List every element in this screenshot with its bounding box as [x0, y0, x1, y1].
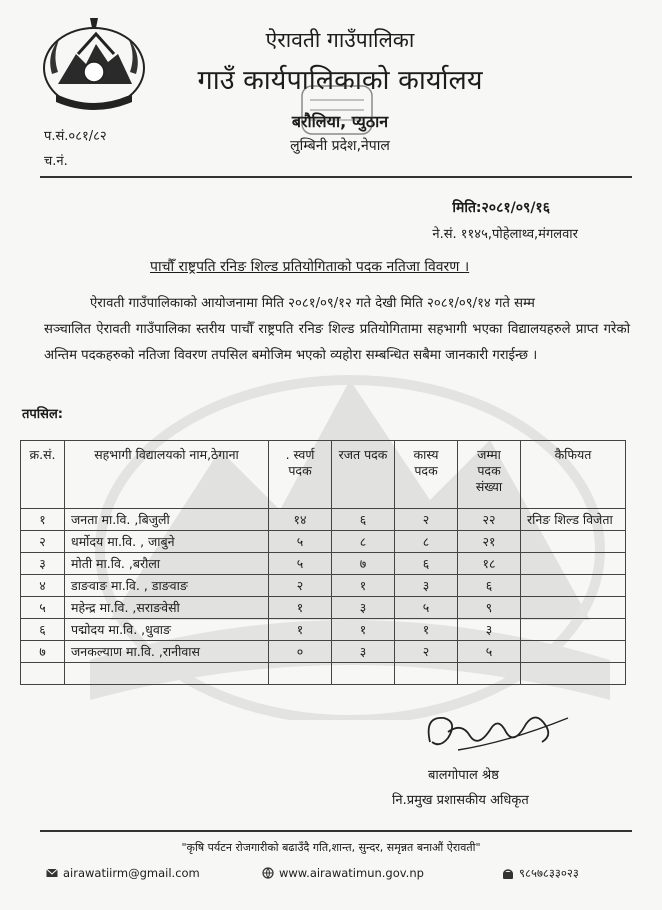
- col-header-remarks: कैफियत: [521, 441, 626, 509]
- col-header-gold: . स्वर्ण पदक: [269, 441, 332, 509]
- email-address: airawatiirm@gmail.com: [63, 866, 200, 880]
- header-divider: [40, 176, 632, 178]
- cell-school: धर्मोदय मा.वि. , जाबुने: [65, 531, 269, 553]
- table-row: [21, 509, 626, 531]
- cell-silver: ६: [332, 509, 395, 531]
- cell-school: डाङवाङ मा.वि. , डाङवाङ: [65, 575, 269, 597]
- cell-gold: २: [269, 575, 332, 597]
- footer-website: [262, 866, 424, 880]
- letter-subject: पाचौँ राष्ट्रपति रनिङ शिल्ड प्रतियोगिताको पदक नतिजा विवरण ।: [150, 259, 470, 275]
- cell-bronze: २: [395, 509, 458, 531]
- office-location: बरौलिया, प्युठान: [291, 112, 389, 131]
- cell-total: १८: [458, 553, 521, 575]
- cell-sn: ४: [21, 575, 65, 597]
- cell-bronze: ८: [395, 531, 458, 553]
- cell-total: २२: [458, 509, 521, 531]
- cell-remarks: [521, 597, 626, 619]
- table-row: [21, 619, 626, 641]
- signatory-name: बालगोपाल श्रेष्ठ: [428, 768, 499, 783]
- cell-gold: ०: [269, 641, 332, 663]
- cell-silver: ७: [332, 553, 395, 575]
- cell-sn: ५: [21, 597, 65, 619]
- col-header-school: सहभागी विद्यालयको नाम,ठेगाना: [65, 441, 269, 509]
- cell-remarks: [521, 553, 626, 575]
- phone-number: ९८५७८३३०२३: [519, 866, 579, 880]
- signature-icon: [418, 702, 578, 762]
- cell-bronze: ३: [395, 575, 458, 597]
- table-row: [21, 575, 626, 597]
- cell-total: ५: [458, 641, 521, 663]
- office-province: लुम्बिनी प्रदेश,नेपाल: [290, 138, 390, 154]
- table-row: [21, 641, 626, 663]
- municipality-name: ऐरावती गाउँपालिका: [265, 28, 415, 52]
- nepal-samvat-date: ने.सं. ११४५,पोहेलाथ्व,मंगलवार: [432, 227, 578, 242]
- cell-bronze: २: [395, 641, 458, 663]
- body-first-line: ऐरावती गाउँपालिकाको आयोजनामा मिति २०८१/०९/१२ गते देखी मिति २०८१/०९/१४ गते सम्म: [90, 296, 535, 311]
- footer-phone: [502, 866, 579, 881]
- cell-gold: ५: [269, 553, 332, 575]
- cell-gold: १४: [269, 509, 332, 531]
- table-row: [21, 553, 626, 575]
- cell-total: ३: [458, 619, 521, 641]
- cell-gold: १: [269, 597, 332, 619]
- signatory-title: नि.प्रमुख प्रशासकीय अधिकृत: [392, 793, 529, 808]
- cell-school: पद्मोदय मा.वि. ,धुवाङ: [65, 619, 269, 641]
- cell-bronze: ५: [395, 597, 458, 619]
- office-name: गाउँ कार्यपालिकाको कार्यालय: [197, 65, 483, 96]
- footer-divider: [40, 830, 632, 832]
- cell-remarks: [521, 575, 626, 597]
- nepal-government-emblem-icon: [38, 14, 150, 114]
- table-header-row: [21, 441, 626, 509]
- cell-sn: ७: [21, 641, 65, 663]
- letter-date: मिति:२०८१/०९/१६: [452, 200, 550, 216]
- footer-email: [46, 866, 200, 880]
- reference-number: प.सं.०८१/८२: [44, 129, 107, 144]
- cell-remarks: [521, 619, 626, 641]
- cell-total: २१: [458, 531, 521, 553]
- cell-silver: १: [332, 619, 395, 641]
- cell-silver: १: [332, 575, 395, 597]
- footer-slogan: "कृषि पर्यटन रोजगारीको बढाउँदै गति,शान्त, सुन्दर, समृन्नत बनाऔं ऐरावती": [181, 841, 481, 854]
- cell-school: जनकल्याण मा.वि. ,रानीवास: [65, 641, 269, 663]
- table-row: [21, 531, 626, 553]
- details-label: तपसिल:: [22, 407, 63, 422]
- globe-icon: [262, 867, 274, 879]
- cell-sn: १: [21, 509, 65, 531]
- email-icon: [46, 867, 58, 879]
- col-header-bronze: कास्य पदक: [395, 441, 458, 509]
- col-header-total: जम्मा पदक संख्या: [458, 441, 521, 509]
- medal-results-table: [20, 440, 626, 685]
- col-header-sn: क्र.सं.: [21, 441, 65, 509]
- office-stamp-icon: [298, 82, 376, 138]
- cell-total: ९: [458, 597, 521, 619]
- website-address: www.airawatimun.gov.np: [279, 866, 424, 880]
- cell-remarks: रनिङ शिल्ड विजेता: [521, 509, 626, 531]
- table-empty-row: [21, 663, 626, 685]
- cell-total: ६: [458, 575, 521, 597]
- cell-silver: ३: [332, 641, 395, 663]
- cell-remarks: [521, 531, 626, 553]
- cell-gold: १: [269, 619, 332, 641]
- body-paragraph: सञ्चालित ऐरावती गाउँपालिका स्तरीय पाचौँ राष्ट्रपति रनिङ शिल्ड प्रतियोगितामा सहभागी भएका विद्यालयहरुले प्राप्त गरेको अन्तिम पदकहरुको नतिजा विवरण तपसिल बमोजिम भएको व्यहोरा सम्बन्धित सबैमा जानकारी गराईन्छ ।: [44, 322, 630, 363]
- cell-school: महेन्द्र मा.वि. ,सराङवेसी: [65, 597, 269, 619]
- cell-bronze: १: [395, 619, 458, 641]
- cell-school: जनता मा.वि. ,बिजुली: [65, 509, 269, 531]
- cell-remarks: [521, 641, 626, 663]
- cell-bronze: ६: [395, 553, 458, 575]
- cell-silver: ८: [332, 531, 395, 553]
- cell-sn: ६: [21, 619, 65, 641]
- col-header-silver: रजत पदक: [332, 441, 395, 509]
- cell-school: मोती मा.वि. ,बरौला: [65, 553, 269, 575]
- phone-icon: [502, 868, 514, 880]
- cell-sn: २: [21, 531, 65, 553]
- cell-sn: ३: [21, 553, 65, 575]
- cell-silver: ३: [332, 597, 395, 619]
- table-row: [21, 597, 626, 619]
- dispatch-number: च.नं.: [44, 154, 68, 169]
- cell-gold: ५: [269, 531, 332, 553]
